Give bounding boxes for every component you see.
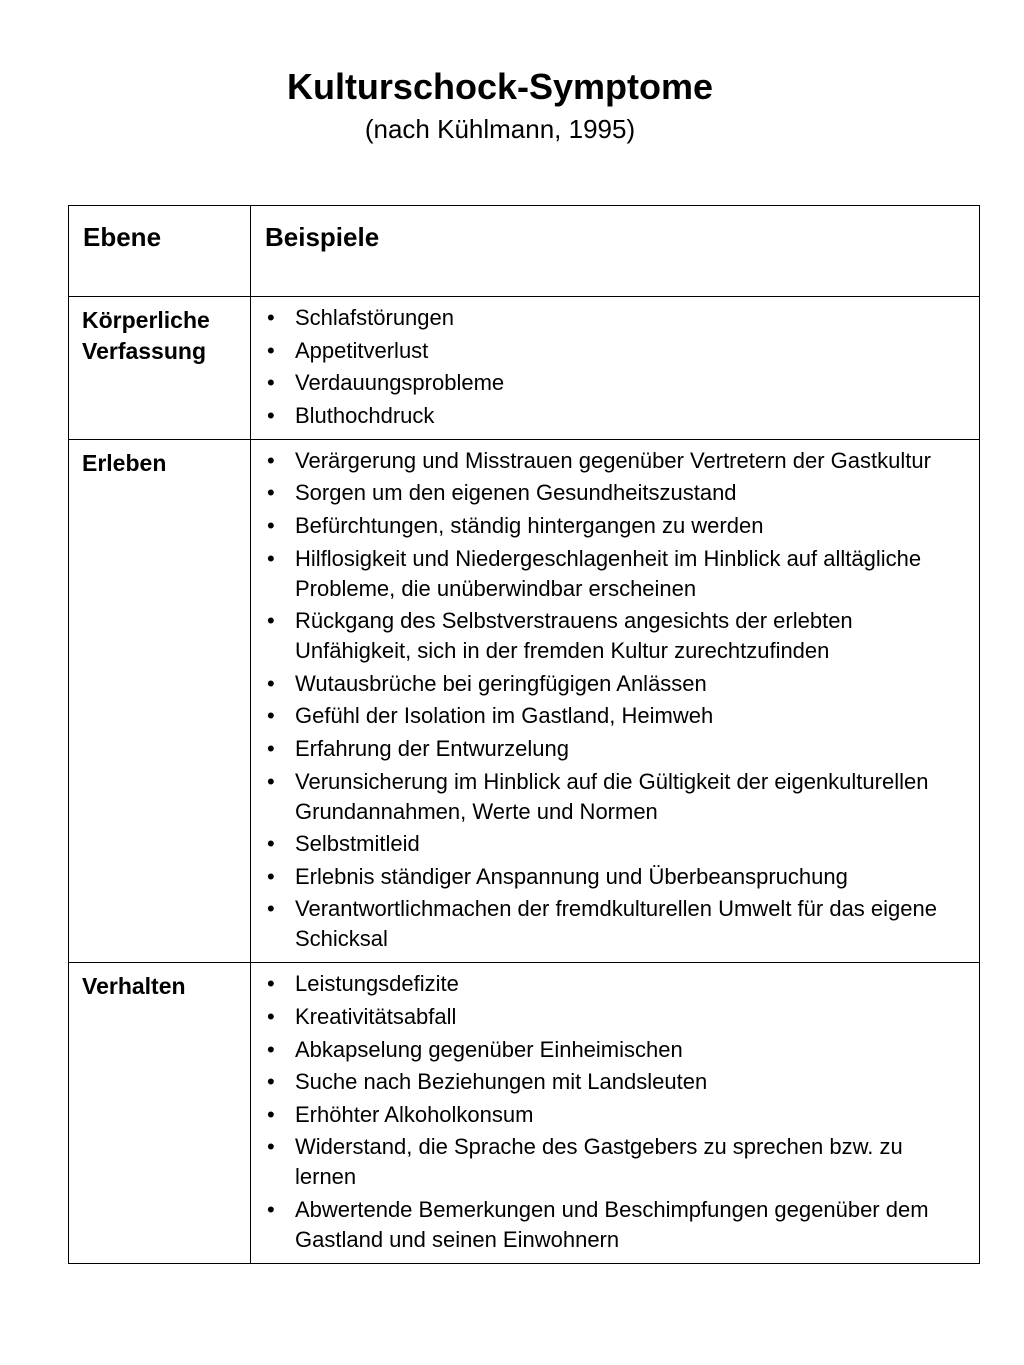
list-item: • Rückgang des Selbstverstrauens angesichts der erlebten Unfähigkeit, sich in der fremden Kultur zurechtzufinden [265, 606, 969, 666]
level-label-line: Verfassung [82, 338, 206, 364]
column-header-beispiele: Beispiele [251, 206, 980, 297]
level-cell [69, 297, 251, 440]
list-item: • Befürchtungen, ständig hintergangen zu werden [265, 511, 969, 541]
examples-cell [251, 297, 980, 440]
list-item: • Kreativitätsabfall [265, 1002, 969, 1032]
examples-list [265, 303, 969, 431]
list-item: • Hilflosigkeit und Niedergeschlagenheit im Hinblick auf alltägliche Probleme, die unüberwindbar erscheinen [265, 544, 969, 604]
table-row [69, 297, 980, 440]
column-header-ebene: Ebene [69, 206, 251, 297]
list-item: • Erfahrung der Entwurzelung [265, 734, 969, 764]
level-label-line: Verhalten [82, 973, 186, 1000]
list-item: • Leistungsdefizite [265, 969, 969, 999]
list-item: • Abkapselung gegenüber Einheimischen [265, 1035, 969, 1065]
list-item: • Suche nach Beziehungen mit Landsleuten [265, 1067, 969, 1097]
level-cell [69, 963, 251, 1264]
list-item: • Wutausbrüche bei geringfügigen Anlässen [265, 669, 969, 699]
level-cell [69, 439, 251, 963]
examples-list [265, 969, 969, 1255]
list-item: • Appetitverlust [265, 336, 969, 366]
table-header-row [69, 206, 980, 297]
level-label-line: Erleben [82, 449, 167, 476]
page-subtitle: (nach Kühlmann, 1995) [364, 114, 636, 144]
table-body [69, 206, 980, 1264]
list-item: • Bluthochdruck [265, 401, 969, 431]
list-item: • Verärgerung und Misstrauen gegenüber Vertretern der Gastkultur [265, 446, 969, 476]
table-row [69, 439, 980, 963]
list-item: • Sorgen um den eigenen Gesundheitszustand [265, 478, 969, 508]
examples-list [265, 446, 969, 955]
list-item: • Verdauungsprobleme [265, 368, 969, 398]
examples-cell [251, 439, 980, 963]
symptoms-table [68, 205, 980, 1264]
list-item: • Erlebnis ständiger Anspannung und Überbeanspruchung [265, 862, 969, 892]
list-item: • Verantwortlichmachen der fremdkulturellen Umwelt für das eigene Schicksal [265, 894, 969, 954]
list-item: • Selbstmitleid [265, 829, 969, 859]
examples-cell [251, 963, 980, 1264]
list-item: • Widerstand, die Sprache des Gastgebers zu sprechen bzw. zu lernen [265, 1132, 969, 1192]
list-item: • Gefühl der Isolation im Gastland, Heimweh [265, 701, 969, 731]
list-item: • Abwertende Bemerkungen und Beschimpfungen gegenüber dem Gastland und seinen Einwohnern [265, 1195, 969, 1255]
page-title: Kulturschock-Symptome [286, 66, 714, 107]
table-row [69, 963, 980, 1264]
list-item: • Verunsicherung im Hinblick auf die Gültigkeit der eigenkulturellen Grundannahmen, Werte und Normen [265, 767, 969, 827]
list-item: • Erhöhter Alkoholkonsum [265, 1100, 969, 1130]
level-label-line: Körperliche [82, 307, 210, 333]
list-item: • Schlafstörungen [265, 303, 969, 333]
